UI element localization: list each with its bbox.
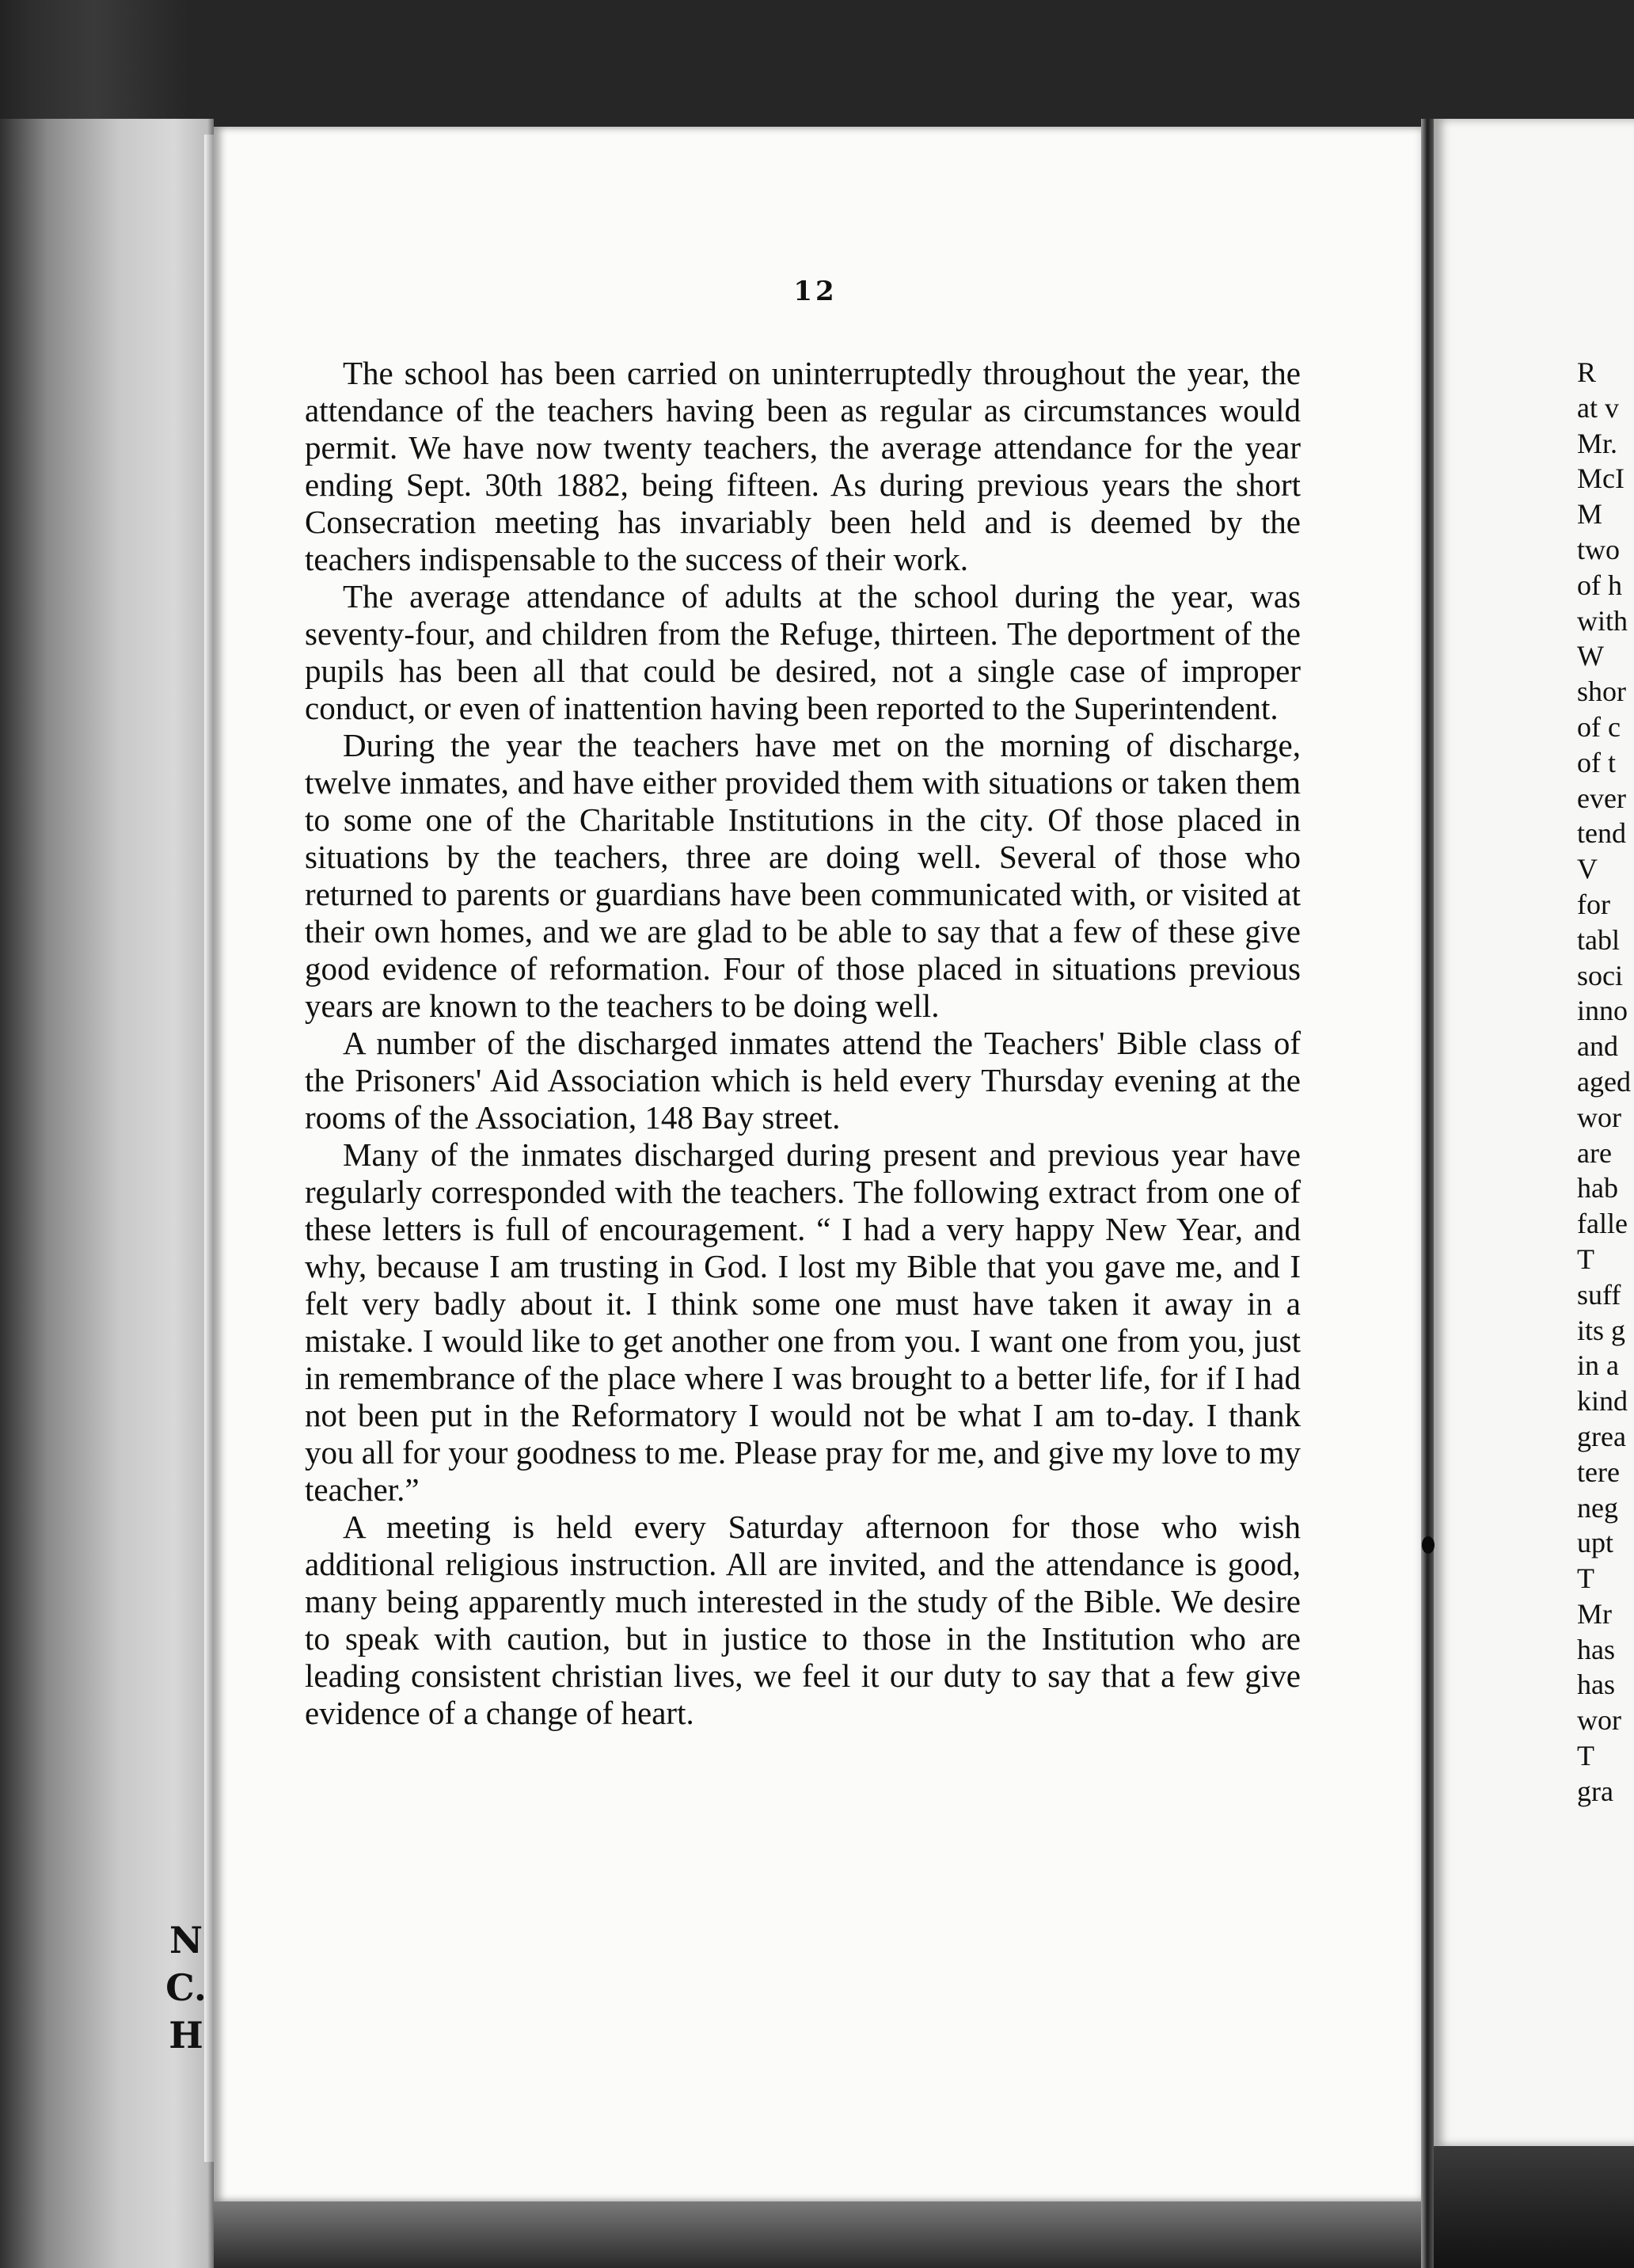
right-page-line-fragment: for bbox=[1577, 888, 1610, 920]
paragraph: A number of the discharged inmates attend the Teachers' Bible class of the Prisoners' Aid Association which is held every Thursday evening at the rooms of the Association, 148 Bay street. bbox=[305, 1025, 1301, 1136]
page-number: 12 bbox=[793, 276, 838, 307]
book-gutter bbox=[1421, 119, 1434, 2268]
right-page-line-fragment: are bbox=[1577, 1136, 1612, 1169]
right-page-line-fragment: inno bbox=[1577, 995, 1628, 1027]
right-page-bottom-edge bbox=[1434, 2146, 1634, 2268]
right-page-line-fragment: grea bbox=[1577, 1420, 1626, 1452]
right-page-line-fragment: in a bbox=[1577, 1349, 1619, 1382]
right-page-line-fragment: T bbox=[1577, 1740, 1594, 1772]
right-page-line-fragment: Mr. bbox=[1577, 427, 1618, 459]
right-page-line-fragment: suff bbox=[1577, 1278, 1621, 1311]
right-page-line-fragment: R bbox=[1577, 356, 1597, 388]
right-page-line-fragment: has bbox=[1577, 1633, 1615, 1665]
right-page-line-fragment: shor bbox=[1577, 675, 1626, 708]
spine-letter: N bbox=[169, 1919, 203, 1962]
paragraph: The average attendance of adults at the school during the year, was seventy-four, and children from the Refuge, thirteen. The deportment of the pupils has been all that could be desired, not a single case of improper conduct, or even of inattention having been reported to the Superintendent. bbox=[305, 578, 1301, 726]
right-page-line-fragment: tend bbox=[1577, 817, 1626, 850]
right-page-line-fragment: two bbox=[1577, 533, 1620, 565]
right-page-line-fragment: of c bbox=[1577, 710, 1621, 743]
right-page-line-fragment: hab bbox=[1577, 1172, 1618, 1204]
right-page-line-fragment: M bbox=[1577, 498, 1603, 531]
page-stack-edge bbox=[204, 135, 214, 2162]
right-page-line-fragment: aged bbox=[1577, 1065, 1631, 1098]
paragraph: The school has been carried on uninterruptedly throughout the year, the attendance of the teachers having been as regular as circumstances would permit. We have now twenty teachers, the average attendance for the year ending Sept. 30th 1882, being fifteen. As during previous years the short Consecration meeting has invariably been held and is deemed by the teachers indispensable to the success of their work. bbox=[305, 355, 1301, 577]
spine-letter: H bbox=[169, 2014, 203, 2057]
right-page-line-fragment: neg bbox=[1577, 1491, 1618, 1524]
right-page-line-fragment: tere bbox=[1577, 1456, 1620, 1488]
right-page-line-fragment: its g bbox=[1577, 1314, 1626, 1346]
right-page-line-fragment: wor bbox=[1577, 1101, 1621, 1133]
right-page-line-fragment: and bbox=[1577, 1030, 1618, 1063]
right-page-line-fragment: Mr bbox=[1577, 1597, 1612, 1630]
right-page-text-fragments bbox=[1577, 355, 1634, 1809]
right-page-line-fragment: ever bbox=[1577, 782, 1626, 814]
right-page-line-fragment: at v bbox=[1577, 391, 1619, 424]
paragraph: A meeting is held every Saturday afternoon for those who wish additional religious instruction. All are invited, and the attendance is good, many being apparently much interested in the study of the Bible. We desire to speak with caution, but in justice to those in the Institution who are leading consistent christian lives, we feel it our duty to say that a few give evidence of a change of heart. bbox=[305, 1509, 1301, 1731]
right-page-line-fragment: falle bbox=[1577, 1208, 1628, 1240]
right-page-line-fragment: W bbox=[1577, 640, 1604, 672]
page-bottom-shadow bbox=[214, 2201, 1421, 2268]
right-page-line-fragment: wor bbox=[1577, 1704, 1621, 1737]
right-page-line-fragment: with bbox=[1577, 604, 1628, 637]
paragraph: Many of the inmates discharged during present and previous year have regularly corresponded with the teachers. The following extract from one of these letters is full of encouragement. “ I had a very happy New Year, and why, because I am trusting in God. I lost my Bible that you gave me, and I felt very badly about it. I think some one must have taken it away in a mistake. I would like to get another one from you. I want one from you, just in remembrance of the place where I was brought to a better life, for if I had not been put in the Reformatory I would not be what I am to-day. I thank you all for your goodness to me. Please pray for me, and give my love to my teacher.” bbox=[305, 1136, 1301, 1508]
gutter-mark bbox=[1422, 1536, 1434, 1554]
right-page-line-fragment: T bbox=[1577, 1562, 1594, 1595]
page-body-text bbox=[305, 355, 1301, 1732]
right-page-line-fragment: tabl bbox=[1577, 923, 1620, 956]
spine-lettering bbox=[162, 1916, 210, 2059]
right-page-line-fragment: McI bbox=[1577, 462, 1624, 495]
right-page-line-fragment: soci bbox=[1577, 959, 1623, 991]
right-page-line-fragment: upt bbox=[1577, 1527, 1614, 1559]
spine-letter: C. bbox=[165, 1966, 207, 2009]
right-page-line-fragment: of t bbox=[1577, 746, 1616, 778]
right-page-line-fragment: T bbox=[1577, 1242, 1594, 1275]
right-page-line-fragment: kind bbox=[1577, 1385, 1628, 1418]
right-page-line-fragment: of h bbox=[1577, 569, 1622, 601]
right-page-line-fragment: has bbox=[1577, 1669, 1615, 1701]
right-page-line-fragment: gra bbox=[1577, 1775, 1613, 1807]
paragraph: During the year the teachers have met on the morning of discharge, twelve inmates, and have either provided them with situations or taken them to some one of the Charitable Institutions in the city. Of those placed in situations by the teachers, three are doing well. Several of those who returned to parents or guardians have been communicated with, or visited at their own homes, and we are glad to be able to say that a few of these give good evidence of reformation. Four of those placed in situations previous years are known to the teachers to be doing well. bbox=[305, 727, 1301, 1024]
right-page-line-fragment: V bbox=[1577, 853, 1598, 885]
